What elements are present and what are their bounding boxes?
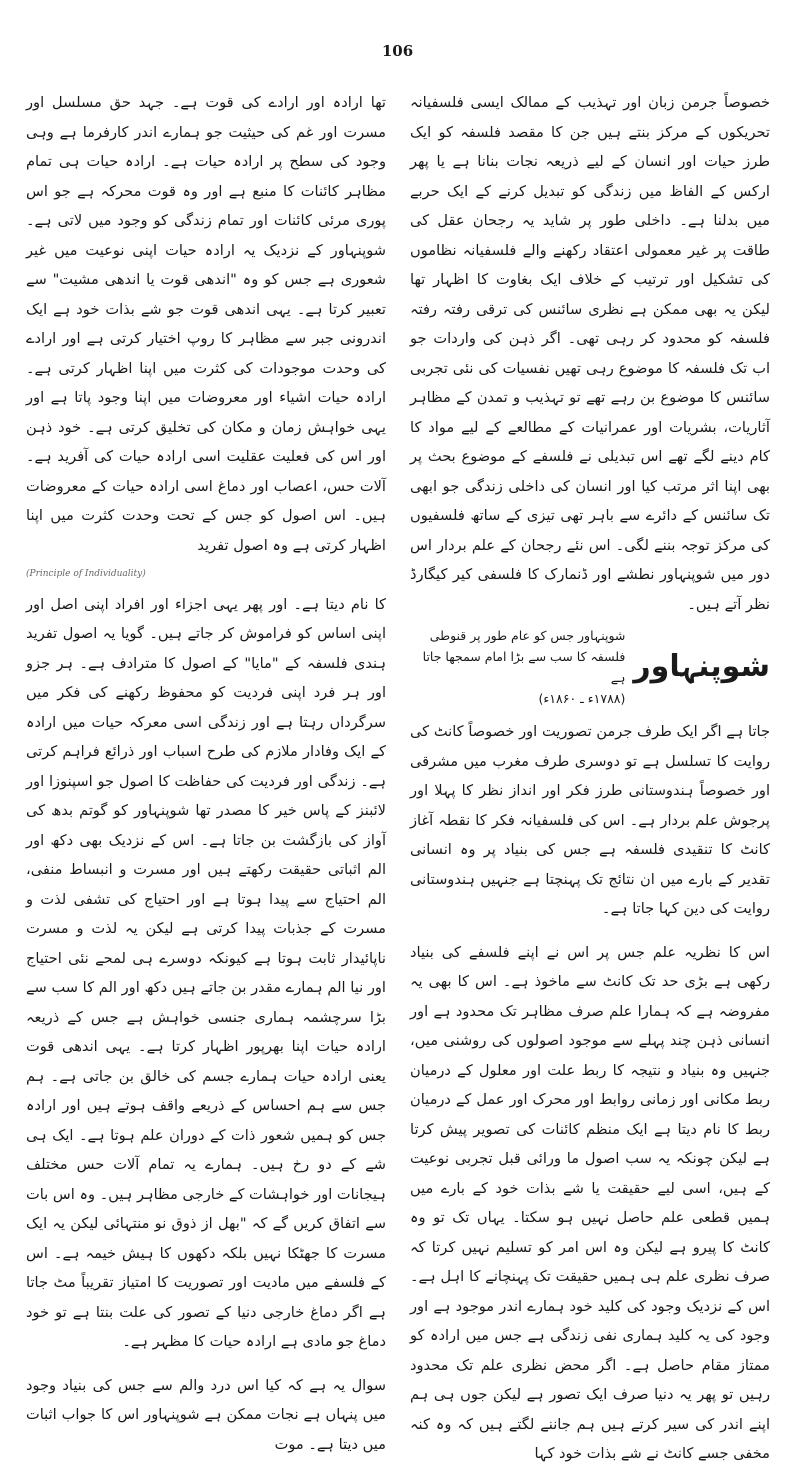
section-heading: [410, 625, 770, 709]
heading-subtitle: شوپنہاور جس کو عام طور پر قنوطی فلسفہ کا سب سے بڑا امام سمجھا جاتا ہے: [422, 628, 626, 685]
right-paragraph-1: خصوصاً جرمن زبان اور تہذیب کے ممالک ایسی فلسفیانہ تحریکوں کے مرکز بنتے ہیں جن کا مقصد فلسفہ کو ایک طرز حیات اور انسان کے لیے ذریعہ نجات بنانا ہے یا پھر ارکس کے الفاظ میں زندگی کو تبدیل کرنے کے ایک حربے میں بدلنا ہے۔ داخلی طور پر شاید یہ رجحان عقل کی طاقت پر غیر معمولی اعتقاد رکھنے والے فلسفیانہ نظاموں کی تشکیل اور ترتیب کے خلاف ایک بغاوت کا اظہار تھا لیکن یہ بھی ممکن ہے نظری سائنس کی ترقی رفتہ رفتہ فلسفہ کو محدود کر رہی تھی۔ اگر ذہن کی واردات جو اب تک فلسفہ کا موضوع رہی تھیں نفسیات کی نئی تجربی سائنس کا موضوع بن رہے تھے تو تہذیب و تمدن کے مظاہر آثاریات، بشریات اور عمرانیات کے مطالعے کے لیے مواد کا کام دینے لگے تھے اس تبدیلی نے فلسفے کے موضوع بحث پر بھی اپنا اثر مرتب کیا اور انسان کی داخلی زندگی جو ابھی تک سائنس کے دائرے سے باہر تھی تیزی کے ساتھ فلسفیوں کی مرکز توجہ بننے لگی۔ اس نئے رجحان کے علم بردار اس دور میں شوپنہاور نطشے اور ڈنمارک کا فلسفی کیر کیگارڈ نظر آتے ہیں۔: [410, 94, 770, 613]
left-paragraph-1-continued: کا نام دیتا ہے۔ اور پھر یہی اجزاء اور افراد اپنی اصل اور اپنی اساس کو فراموش کر جاتے ہیں۔ گویا یہ اصول تفرید ہندی فلسفہ کے "مایا" کے اصول کا مترادف ہے۔ ہر جزو اور ہر فرد اپنی فردیت کو محفوظ رکھنے کی فکر میں سرگرداں رہتا ہے اور زندگی اسی معرکہ حیات میں ارادہ کے ایک وفادار ملازم کی طرح اسباب اور ذرائع فراہم کرتی ہے۔ زندگی اور فردیت کی حفاظت کا اصول جو اسپنوزا اور لائبنز کے پاس خیر کا مصدر تھا شوپنہاور کو گوتم بدھ کی آواز کی بازگشت بن جاتا ہے۔ اس کے نزدیک بھی دکھ اور الم اثباتی حقیقت رکھتے ہیں اور مسرت و انبساط منفی، الم احتیاج سے پیدا ہوتا ہے اور احتیاج کی تشفی لذت و مسرت کے جذبات پیدا کرتی ہے لیکن یہ لذت و مسرت ناپائیدار ثابت ہوتا ہے کیونکہ دوسرے ہی لمحے نئی احتیاج اور نیا الم ہمارے مقدر بن جاتے ہیں دکھ اور الم کا سب سے بڑا سرچشمہ ہماری جنسی خواہش ہے جس کے ذریعہ ارادہ حیات اپنا بھرپور اظہار کرتا ہے۔ یہی اندھی قوت یعنی ارادہ حیات ہمارے جسم کی خالق بن جاتی ہے۔ ہم جس سے ہم احساس کے ذریعے واقف ہوتے ہیں اور ارادہ جس کو ہمیں شعور ذات کے دوران علم ہوتا ہے۔ ایک ہی شے کے دو رخ ہیں۔ ہمارے یہ تمام آلات حس مختلف ہیجانات اور خواہشات کے خارجی مظاہر ہیں۔ وہ اس بات سے اتفاق کریں گے کہ "بھل از ذوق نو منتہائی لیکن یہ ایک مسرت کا جھٹکا نہیں بلکہ دکھوں کا ہیش خیمہ ہے۔ اس کے فلسفے میں مادیت اور تصوریت کا امتیاز تقریباً مٹ جاتا ہے اگر دماغ خارجی دنیا کے تصور کی علت بنتا ہے تو خود دماغ جو مادی ہے ارادہ حیات کا مظہر ہے۔: [26, 595, 386, 1350]
heading-years: (۱۷۸۸ء ـ ۱۸۶۰ء): [538, 691, 626, 706]
page-number: 106: [381, 42, 414, 60]
left-column: [26, 88, 386, 1459]
gloss-part-1: (Principle: [26, 569, 71, 579]
left-paragraph-1: تھا ارادہ اور ارادے کی قوت ہے۔ جہد حق مسلسل اور مسرت اور غم کی حیثیت جو ہمارے اندر کارفرما ہے وہی وجود کی سطح پر ارادہ حیات ہے۔ ارادہ حیات ہی تمام مظاہر کائنات کا منبع ہے اور وہ قوت محرکہ ہے جو اس پوری مرئی کائنات اور تمام زندگی کو وجود میں لاتی ہے۔ شوپنہاور کے نزدیک یہ ارادہ حیات اپنی نوعیت میں غیر شعوری ہے جس کو وہ "اندھی قوت یا اندھی مشیت" سے تعبیر کرتا ہے۔ یہی اندھی قوت جو شے بذات خود ہے ایک اندرونی جبر سے مظاہر کا روپ اختیار کرتی ہے اور ارادے کی وحدت موجودات کی کثرت میں اپنا اظہار کرتی ہے۔ ارادہ حیات اشیاء اور معروضات میں اپنا وجود پاتا ہے اور یہی خواہش زمان و مکان کی تخلیق کرتی ہے۔ خود ذہن اور اس کی فعلیت عقلیت اسی ارادہ حیات کی آفرید ہے۔ آلات حس، اعصاب اور دماغ اسی ارادہ حیات کے معروضات ہیں۔ اس اصول کو جس کے تحت وحدت کثرت میں اپنا اظہار کرتی ہے وہ اصول تفرید: [26, 94, 386, 554]
right-column: [410, 88, 770, 1469]
left-paragraph-2: سوال یہ ہے کہ کیا اس درد والم سے جس کی بنیاد وجود میں پنہاں ہے نجات ممکن ہے شوپنہاور اس کا جواب اثبات میں دیتا ہے۔ موت: [26, 1376, 386, 1453]
right-paragraph-3: اس کا نظریہ علم جس پر اس نے اپنے فلسفے کی بنیاد رکھی ہے بڑی حد تک کانٹ سے ماخوذ ہے۔ اس کا بھی یہ مفروضہ ہے کہ ہمارا علم صرف مظاہر تک محدود ہے اور انسانی ذہن چند پہلے سے موجود اصولوں کی روشنی میں، جنہیں وہ بنیاد و نتیجہ کا ربط علت اور معلول کے درمیان ربط مکانی اور زمانی روابط اور محرک اور عمل کے درمیان ربط کا نام دیتا ہے ایک منظم کائنات کی تصویر پیش کرتا ہے لیکن چونکہ یہ سب اصول ما ورائی قبل تجربی نوعیت کے ہیں، اسی لیے حقیقت یا شے بذات خود کے بارے میں ہمیں قطعی علم حاصل نہیں ہو سکتا۔ یہاں تک تو وہ کانٹ کا پیرو ہے لیکن وہ اس امر کو تسلیم نہیں کرتا کہ صرف نظری علم ہی ہمیں حقیقت تک پہنچانے کا اہل ہے۔ اس کے نزدیک وجود کی کلید خود ہمارے اندر موجود ہے اور وجود کی یہ کلید ہماری نفی زندگی ہے جس میں ارادہ کو ممتاز مقام حاصل ہے۔ اگر محض نظری علم تک محدود رہیں تو پھر یہ دنیا صرف ایک تصور ہے لیکن جوں ہی ہم اپنے اندر کی سیر کرتے ہیں ہم جاننے لگتے ہیں کہ وہ کنہ مخفی جسے کانٹ نے شے بذات خود کہا: [410, 943, 770, 1462]
gloss-principle: [26, 560, 386, 590]
right-paragraph-2: جاتا ہے اگر ایک طرف جرمن تصوریت اور خصوصاً کانٹ کی روایت کا تسلسل ہے تو دوسری طرف مغرب میں مشرقی اور خصوصاً ہندوستانی طرز فکر اور انداز نظر کا پہلا اور پرجوش علم بردار ہے۔ اس کی فلسفیانہ فکر کا نقطہ آغاز کانٹ کا تنقیدی فلسفہ ہے جس کی بنیاد پر وہ انسانی تقدیر کے بارے میں ان نتائج تک پہنچتا ہے جنہیں ہندوستانی روایت کی دین کہا جاتا ہے۔: [410, 723, 770, 917]
gloss-part-2: of Individuality): [73, 569, 146, 579]
heading-title: شوپنہاور: [633, 649, 770, 684]
heading-subtitle-block: [410, 625, 625, 709]
